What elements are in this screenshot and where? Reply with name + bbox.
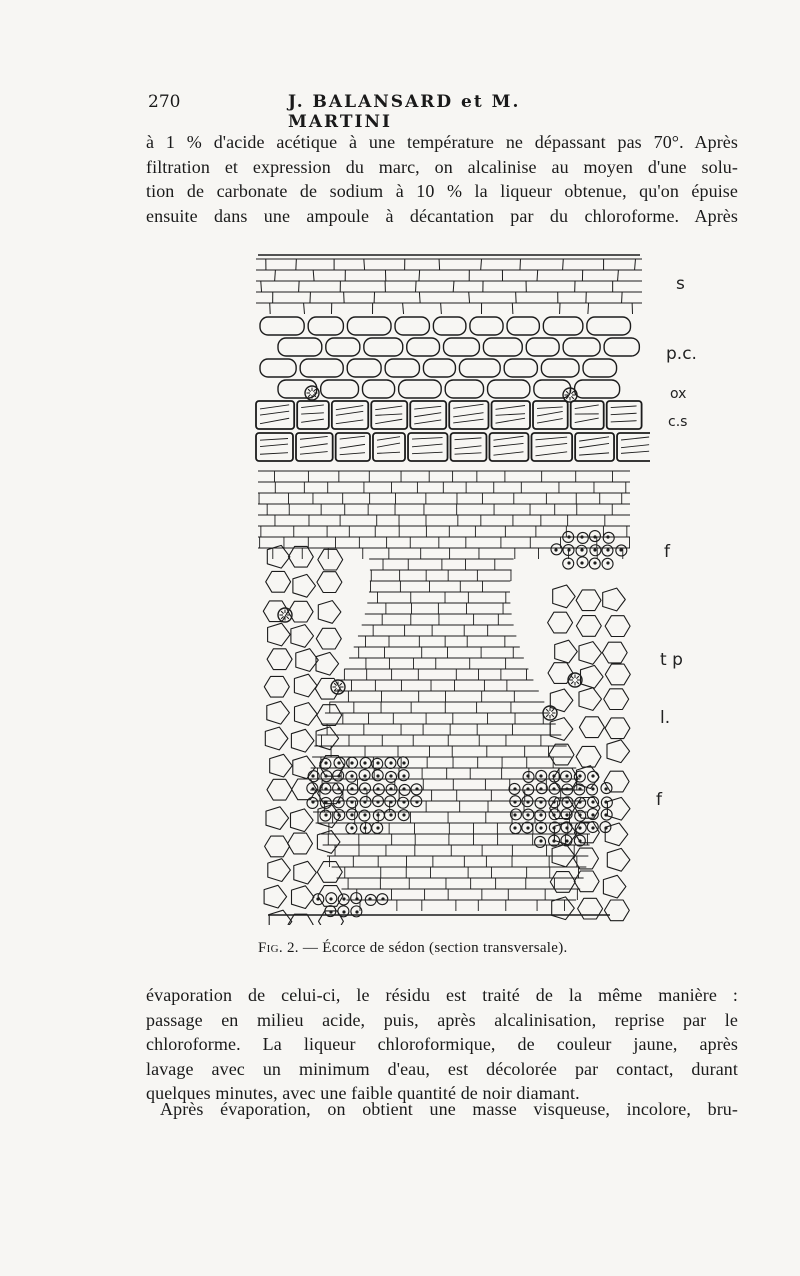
paragraph-bottom [146,983,738,1106]
text-line: ensuite dans une ampoule à décantation par du chloroforme. Après [146,205,738,226]
text-line: quelques minutes, avec une faible quantité de noir diamant. [146,1083,580,1103]
figure-caption-text: — Écorce de sédon (section transversale). [302,940,568,956]
figure-bark-section [250,245,650,925]
text-line: évaporation de celui-ci, le résidu est traité de la même manière : [146,985,738,1005]
figure-label-l: l. [660,708,671,728]
figure-number: Fig. 2. [258,940,299,956]
text-line: filtration et expression du marc, on alcalinise au moyen d'une solu- [146,156,738,177]
paragraph-last [146,1097,738,1122]
running-head-authors: J. BALANSARD et M. MARTINI [288,92,521,132]
figure-caption [258,940,568,957]
paragraph-top [146,130,738,228]
figure-label-pc: p.c. [666,344,697,364]
text-line: passage en milieu acide, puis, après alcalinisation, reprise par le [146,1009,738,1030]
bark-section-drawing [250,245,650,925]
figure-label-f-upper: f [664,542,670,562]
figure-label-tp: t p [660,650,683,670]
text-line: à 1 % d'acide acétique à une température ne dépassant pas 70°. Après [146,132,738,152]
text-line: tion de carbonate de sodium à 10 % la liqueur obtenue, qu'on épuise [146,181,738,201]
text-line: lavage avec un minimum d'eau, est décolorée par contact, durant [146,1058,738,1079]
text-line: Après évaporation, on obtient une masse visqueuse, incolore, bru- [160,1099,738,1119]
figure-label-ox: ox [670,386,687,402]
figure-label-f-lower: f [656,790,662,810]
running-header [148,92,618,132]
text-line: chloroforme. La liqueur chloroformique, de couleur jaune, après [146,1034,738,1054]
figure-label-s: s [676,274,685,294]
figure-label-cs: c.s [668,414,688,430]
page-number: 270 [148,92,181,112]
